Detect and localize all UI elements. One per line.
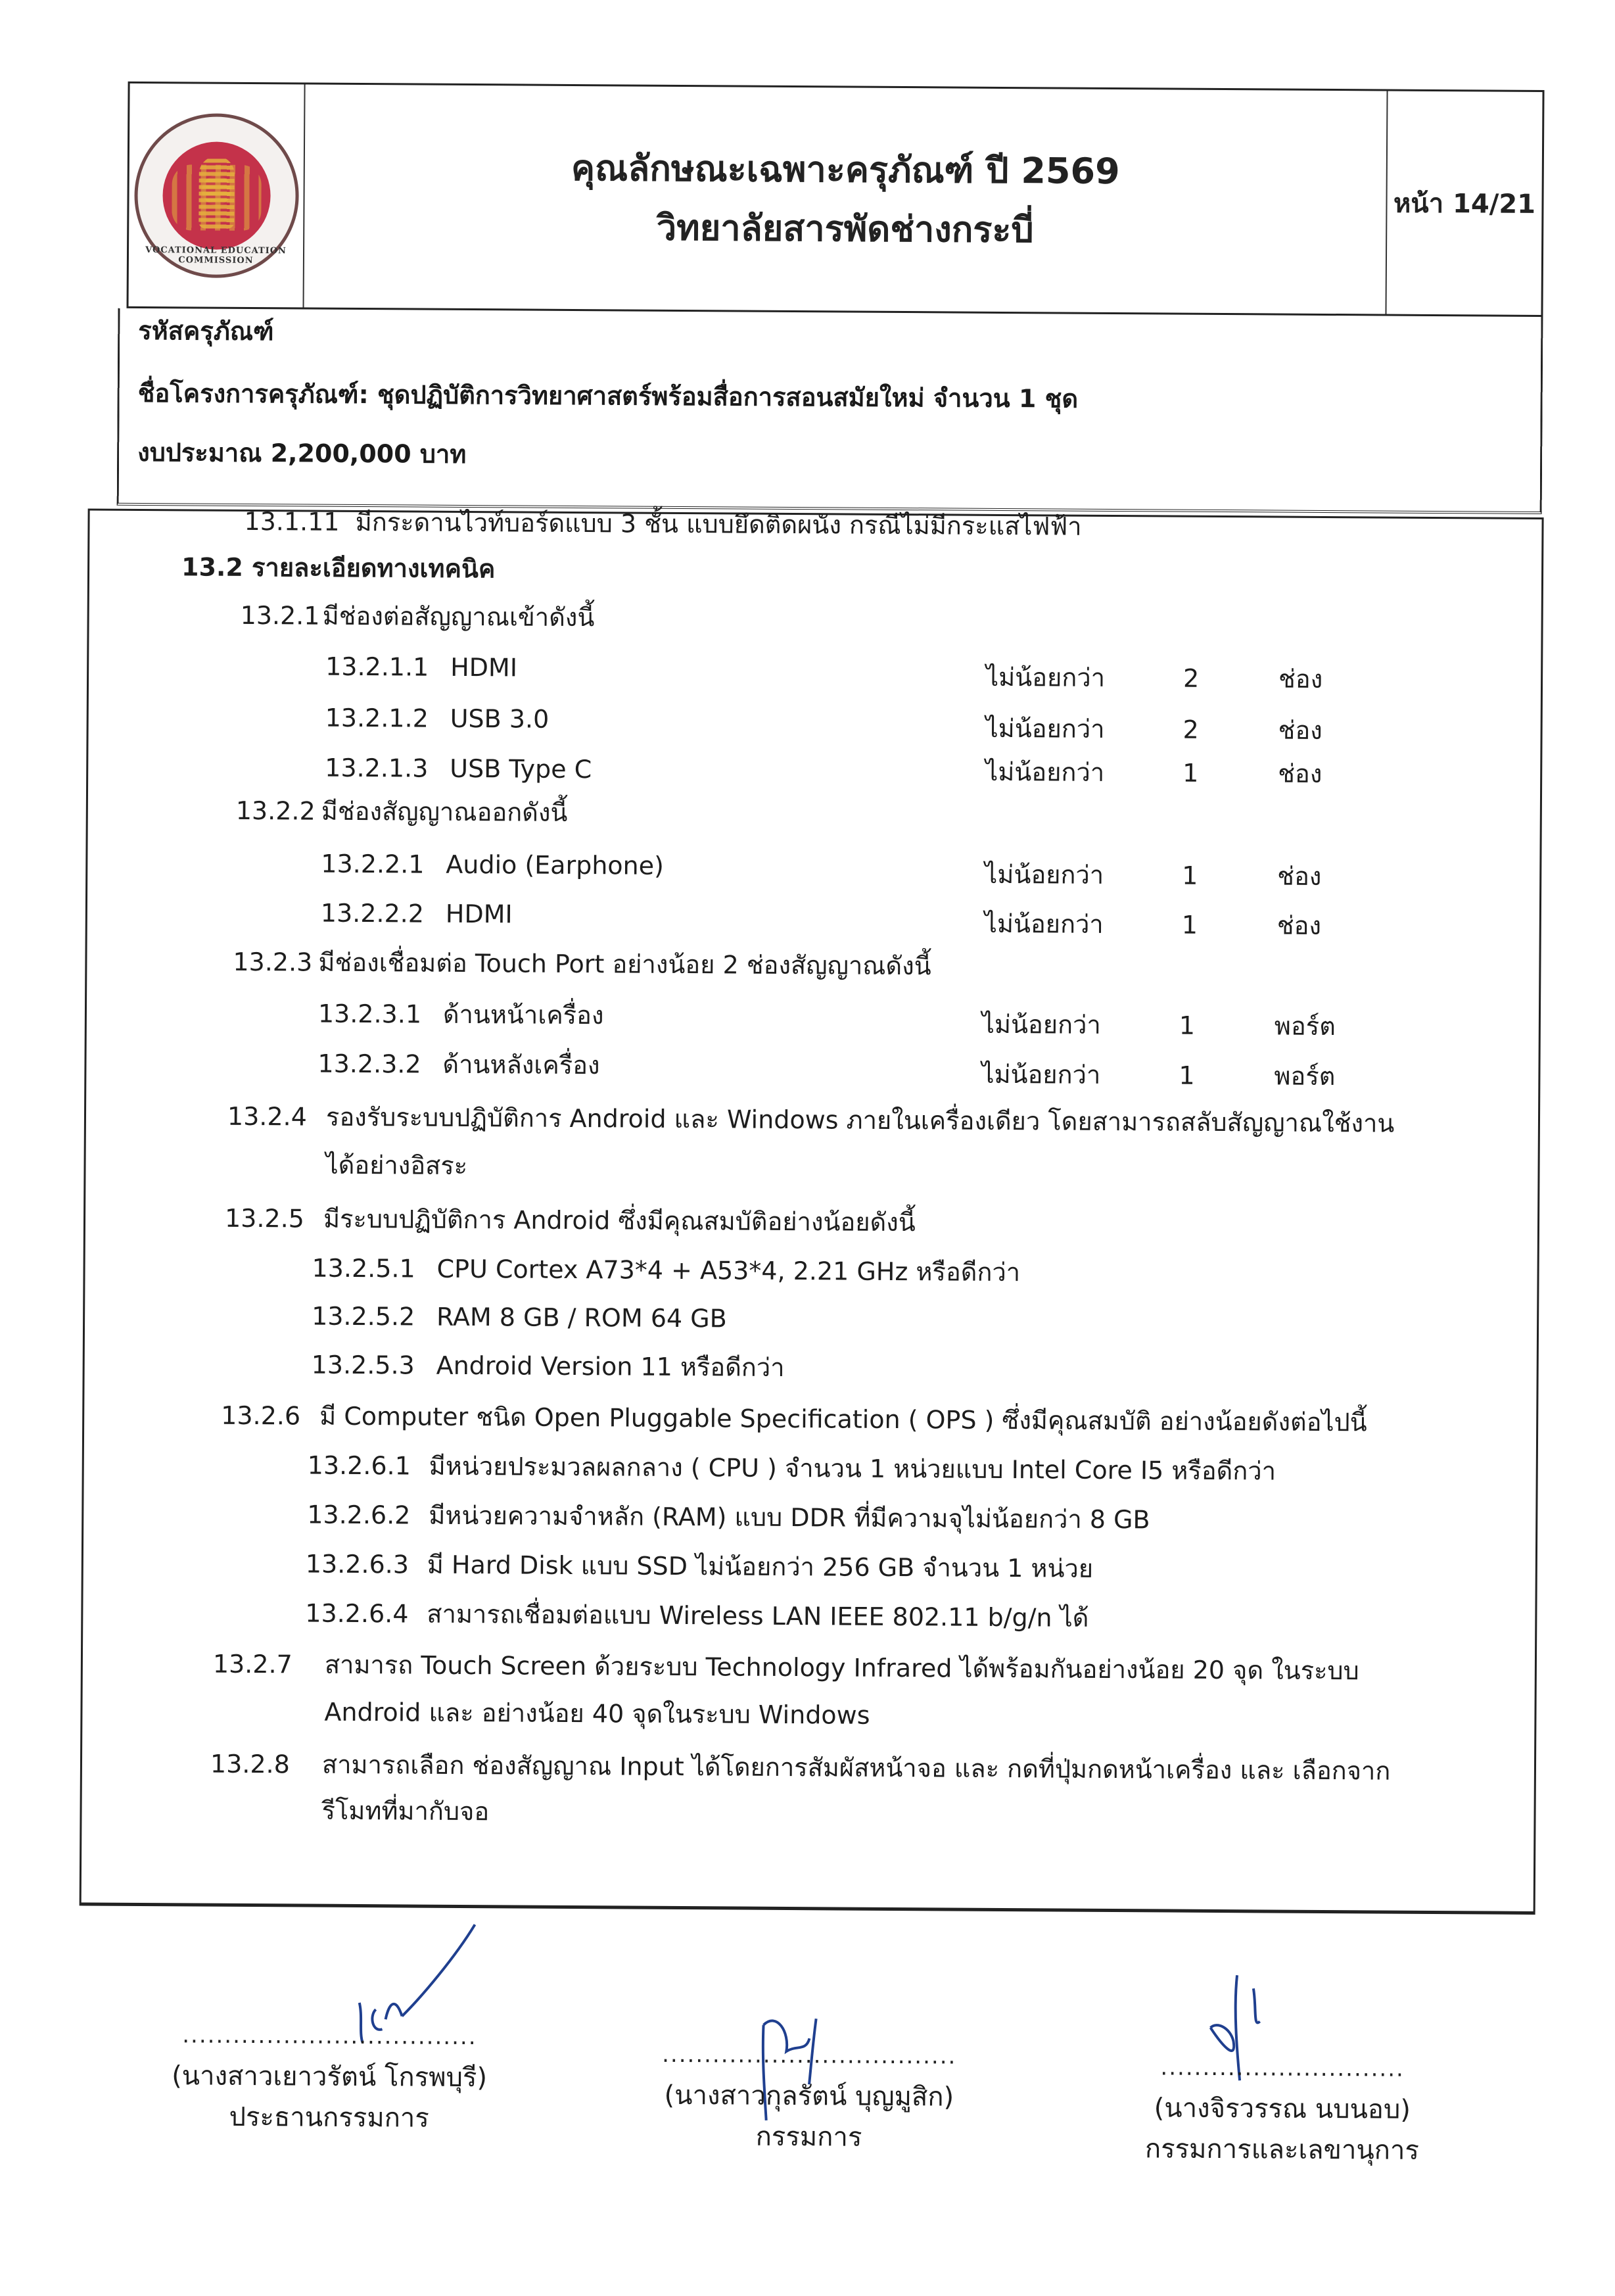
logo-cell <box>129 84 306 308</box>
spec-row: 13.2.3.1 ด้านหน้าเครื่อง ไม่น้อยกว่า 1 พอร์ต <box>317 999 1336 1041</box>
signature-block-secretary <box>1098 2047 1466 2171</box>
signer-name: (นางจิรวรรณ นบนอบ) <box>1154 2093 1411 2125</box>
signature-line: ............................. <box>1160 2054 1405 2082</box>
spec-item-continuation: รีโมทที่มากับจอ <box>321 1796 490 1827</box>
spec-item: 13.2.5.2 RAM 8 GB / ROM 64 GB <box>312 1301 727 1333</box>
header-table <box>127 82 1545 317</box>
spec-row: 13.2.2.2 HDMI ไม่น้อยกว่า 1 ช่อง <box>320 898 1322 940</box>
spec-item: 13.2.5.3 Android Version 11 หรือดีกว่า <box>311 1350 785 1382</box>
budget: งบประมาณ 2,200,000 บาท <box>137 437 467 469</box>
seal-logo-icon <box>133 112 299 278</box>
spec-row: 13.2.1.3 USB Type C ไม่น้อยกว่า 1 ช่อง <box>325 753 1322 788</box>
document-title: คุณลักษณะเฉพาะครุภัณฑ์ ปี 2569 <box>571 147 1120 192</box>
seal-ring-text: VOCATIONAL EDUCATION COMMISSION <box>145 245 287 266</box>
spec-item: 13.2.6 มี Computer ชนิด Open Pluggable Specification ( OPS ) ซึ่งมีคุณสมบัติ อย่างน้อยดังต่อไปนี้ <box>221 1400 1367 1437</box>
spec-item: 13.2.2 มีช่องสัญญาณออกดังนี้ <box>235 796 568 827</box>
spec-item: 13.2.6.4 สามารถเชื่อมต่อแบบ Wireless LAN IEEE 802.11 b/g/n ได้ <box>305 1598 1089 1633</box>
spec-item: 13.2.6.1 มีหน่วยประมวลผลกลาง ( CPU ) จำนวน 1 หน่วยแบบ Intel Core I5 หรือดีกว่า <box>307 1450 1276 1486</box>
signature-line: ................................... <box>662 2041 957 2070</box>
spec-item-continuation: Android และ อย่างน้อย 40 จุดในระบบ Windows <box>324 1697 870 1730</box>
signer-name: (นางสาวกุลรัตน์ บุญมูสิก) <box>664 2080 954 2113</box>
spec-item: 13.2.5.1 CPU Cortex A73*4 + A53*4, 2.21 GHz หรือดีกว่า <box>312 1253 1021 1287</box>
spec-item: 13.2.7 สามารถ Touch Screen ด้วยระบบ Technology Infrared ได้พร้อมกันอย่างน้อย 20 จุด ในระบบ <box>212 1649 1359 1686</box>
spec-item-continuation: ได้อย่างอิสระ <box>325 1150 468 1181</box>
spec-item: 13.2.6.3 มี Hard Disk แบบ SSD ไม่น้อยกว่า 256 GB จำนวน 1 หน่วย <box>305 1549 1094 1583</box>
spec-row: 13.2.3.2 ด้านหลังเครื่อง ไม่น้อยกว่า 1 พอร์ต <box>317 1049 1336 1091</box>
college-name: วิทยาลัยสารพัดช่างกระบี่ <box>656 206 1034 251</box>
spec-item: 13.2.4 รองรับระบบปฏิบัติการ Android และ Windows ภายในเครื่องเดียว โดยสามารถสลับสัญญาณใช้งาน <box>227 1101 1395 1138</box>
signer-role: กรรมการ <box>755 2121 862 2153</box>
signer-role: กรรมการและเลขานุการ <box>1144 2134 1420 2166</box>
spec-item-13-1-11: 13.1.11 มีกระดานไวท์บอร์ดแบบ 3 ชั้น แบบยึดติดผนัง กรณีไม่มีกระแสไฟฟ้า <box>244 506 1082 541</box>
spec-item: 13.2.6.2 มีหน่วยความจำหลัก (RAM) แบบ DDR ที่มีความจุไม่น้อยกว่า 8 GB <box>307 1500 1150 1535</box>
equipment-code-label: รหัสครุภัณฑ์ <box>138 316 274 347</box>
page-number: หน้า 14/21 <box>1393 188 1536 220</box>
spec-item: 13.2.3 มีช่องเชื่อมต่อ Touch Port อย่างน้อย 2 ช่องสัญญาณดังนี้ <box>233 947 931 981</box>
specification-body <box>80 508 1544 1914</box>
signature-block-committee <box>624 2034 993 2159</box>
signer-role: ประธานกรรมการ <box>229 2101 429 2134</box>
project-name: ชื่อโครงการครุภัณฑ์: ชุดปฏิบัติการวิทยาศาสตร์พร้อมสื่อการสอนสมัยใหม่ จำนวน 1 ชุด <box>137 378 1079 414</box>
spec-item: 13.2.5 มีระบบปฏิบัติการ Android ซึ่งมีคุณสมบัติอย่างน้อยดังนี้ <box>224 1203 916 1237</box>
spec-row: 13.2.2.1 Audio (Earphone) ไม่น้อยกว่า 1 ช่อง <box>321 849 1322 891</box>
spec-item: 13.2.8 สามารถเลือก ช่องสัญญาณ Input ได้โดยการสัมผัสหน้าจอ และ กดที่ปุ่มกดหน้าเครื่อง และ เลือกจาก <box>210 1749 1391 1786</box>
section-heading-13-2: 13.2 รายละเอียดทางเทคนิค <box>181 552 496 584</box>
signer-name: (นางสาวเยาวรัตน์ โกรพบุรี) <box>172 2061 488 2093</box>
spec-row: 13.2.1.1 HDMI ไม่น้อยกว่า 2 ช่อง <box>325 652 1323 694</box>
page-cell <box>1386 91 1542 315</box>
signature-block-chairman <box>145 2015 514 2139</box>
spec-row: 13.2.1.2 USB 3.0 ไม่น้อยกว่า 2 ช่อง <box>325 703 1322 745</box>
signature-line: ................................... <box>182 2022 477 2051</box>
seal-emblem <box>162 141 271 250</box>
title-cell <box>304 84 1388 314</box>
project-info <box>117 308 1543 514</box>
spec-item: 13.2.1 มีช่องต่อสัญญาณเข้าดังนี้ <box>240 600 595 633</box>
